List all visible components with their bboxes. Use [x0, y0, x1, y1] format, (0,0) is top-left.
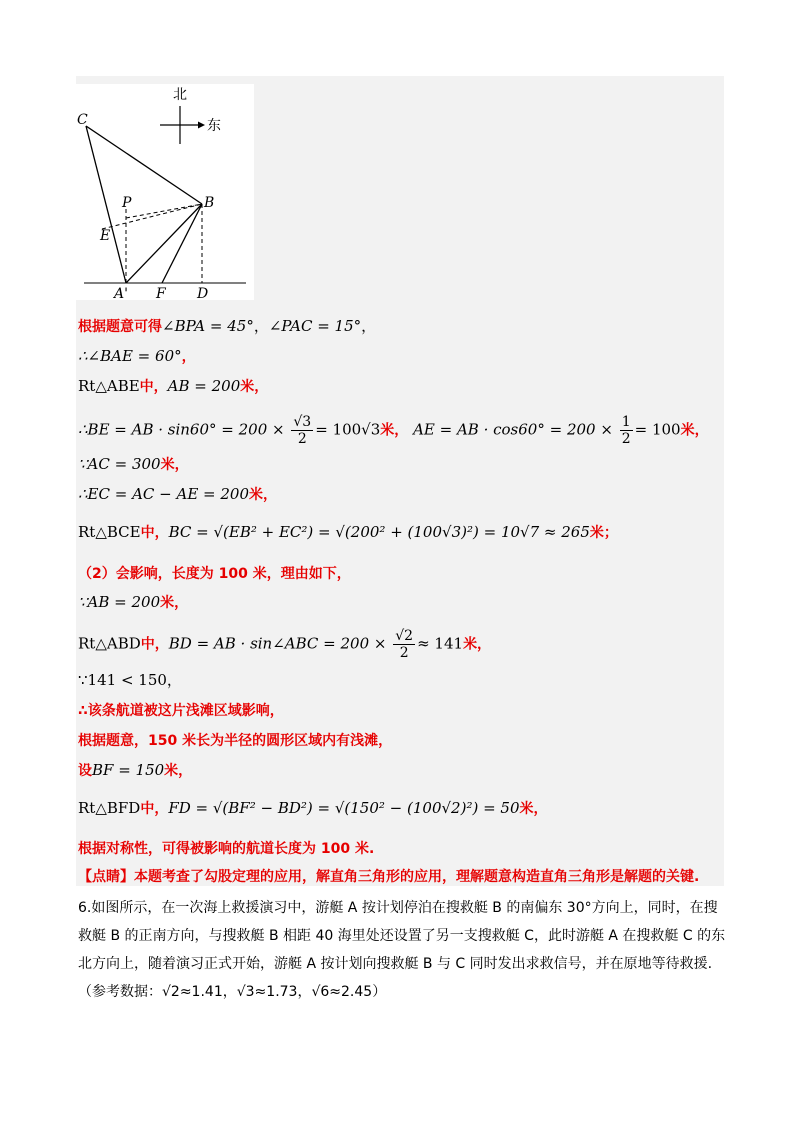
fraction-sqrt2-over-2: $\frac{√2}{2}$ — [395, 628, 414, 661]
question-6-text: 6.如图所示，在一次海上救援演习中，游艇 A 按计划停泊在搜救艇 B 的南偏东 30°方向上，同时，在搜救艇 B 的正南方向，与搜救艇 B 相距 40 海里处还设置了另一支搜救艇 C，此时游艇 A 在搜救艇 C 的东北方向上，随着演习正式开始，游艇 A 按计划向搜救艇 B 与 C 同时发出求救信号，并在原地等待救援.（参考数据：√2≈1.41，√3≈1.73，√6≈2.45） — [78, 900, 726, 1000]
solution-line-9: ∵AB = 200米， — [78, 593, 189, 611]
solution-line-8: （2）会影响，长度为 100 米，理由如下， — [78, 566, 351, 582]
key-point-note: 【点睛】本题考查了勾股定理的应用，解直角三角形的应用，理解题意构造直角三角形是解题的关键. — [78, 869, 700, 885]
solution-line-10: Rt△ABD中，BD = AB · sin∠ABC = 200 × $\frac{√2}{2}$ ≈ 141米， — [78, 628, 492, 661]
solution-line-2: ∴∠BAE = 60°， — [78, 347, 196, 365]
figure-svg — [76, 84, 254, 300]
solution-line-11: ∵141 < 150， — [78, 671, 182, 689]
solution-line-6: ∴EC = AC − AE = 200米， — [78, 485, 278, 503]
point-c-label: C — [77, 112, 88, 128]
east-label: 东 — [207, 118, 221, 134]
solution-line-5: ∵AC = 300米， — [78, 455, 189, 473]
solution-line-3: Rt△ABE中，AB = 200米， — [78, 377, 269, 395]
solution-line-14: 设BF = 150米， — [78, 761, 193, 779]
point-a-label: A' — [114, 286, 128, 300]
solution-line-1: 根据题意可得∠BPA = 45°，∠PAC = 15°， — [78, 317, 377, 335]
point-d-label: D — [197, 286, 209, 300]
north-label: 北 — [173, 87, 187, 103]
solution-line-16: 根据对称性，可得被影响的航道长度为 100 米. — [78, 841, 375, 857]
point-e-label: E — [100, 228, 111, 244]
solution-line-4: ∴BE = AB · sin60° = 200 × $\frac{√3}{2}$ = 100√3米， AE = AB · cos60° = 200 × $\frac{1}{2}$ = 100米， — [78, 414, 709, 447]
solution-line-15: Rt△BFD中，FD = √(BF² − BD²) = √(150² − (100√2)²) = 50米， — [78, 799, 548, 817]
solution-line-12: ∴该条航道被这片浅滩区域影响， — [78, 703, 284, 719]
point-b-label: B — [204, 195, 215, 211]
point-p-label: P — [122, 195, 132, 211]
point-f-label: F — [156, 286, 166, 300]
solution-line-13: 根据题意，150 米长为半径的圆形区域内有浅滩， — [78, 733, 393, 749]
solution-line-7: Rt△BCE中，BC = √(EB² + EC²) = √(200² + (100√3)²) = 10√7 ≈ 265米； — [78, 523, 618, 541]
geometry-figure — [76, 84, 254, 300]
fraction-1-over-2: $\frac{1}{2}$ — [621, 414, 631, 447]
fraction-sqrt3-over-2: $\frac{√3}{2}$ — [293, 414, 312, 447]
